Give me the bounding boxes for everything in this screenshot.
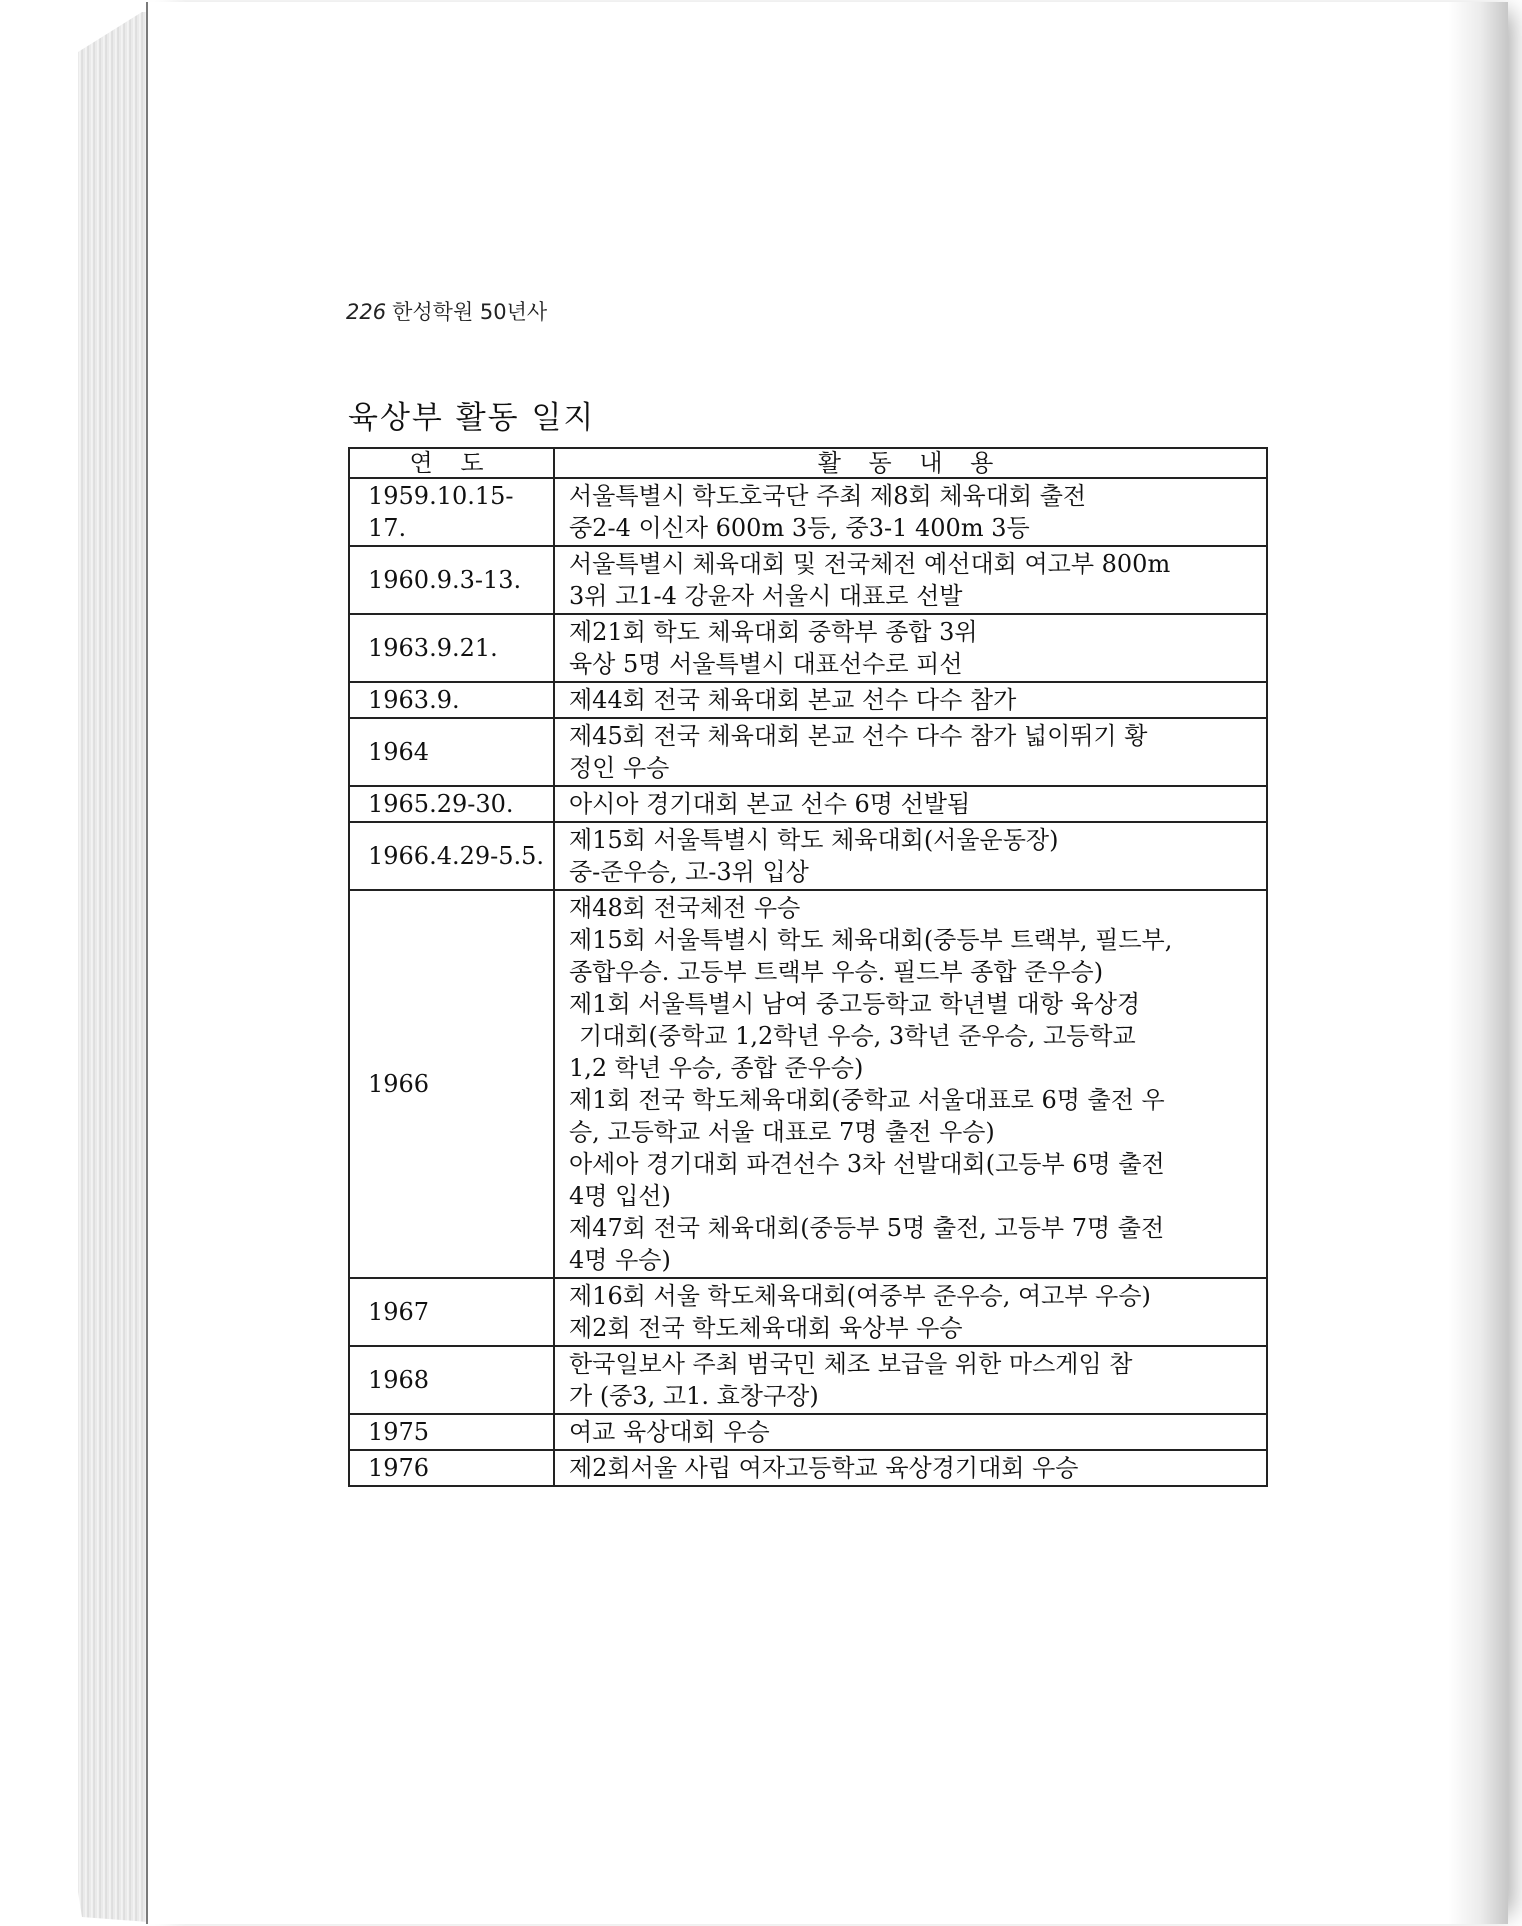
book-page: [146, 2, 1508, 1924]
activity-line: 4명 입선): [569, 1182, 671, 1210]
section-title: 육상부 활동 일지: [348, 400, 596, 436]
activity-line: 아세아 경기대회 파견선수 3차 선발대회(고등부 6명 출전: [569, 1150, 1165, 1178]
year-cell: 1975: [349, 1414, 554, 1450]
table-header-row: [349, 448, 1267, 478]
activity-line: 종합우승. 고등부 트랙부 우승. 필드부 종합 준우승): [569, 958, 1104, 986]
activity-line: 가 (중3, 고1. 효창구장): [569, 1382, 819, 1410]
activity-line: 제15회 서울특별시 학도 체육대회(중등부 트랙부, 필드부,: [569, 926, 1173, 954]
table-row: [349, 614, 1267, 682]
activity-cell: [554, 682, 1267, 718]
header-year: 연 도: [349, 448, 554, 478]
page-shadow: [1448, 2, 1508, 1924]
activity-line: 제44회 전국 체육대회 본교 선수 다수 참가: [569, 686, 1017, 714]
year-cell: 1959.10.15-17.: [349, 478, 554, 546]
activity-line: 제16회 서울 학도체육대회(여중부 준우승, 여고부 우승): [569, 1282, 1151, 1310]
activity-cell: [554, 546, 1267, 614]
activity-cell: [554, 614, 1267, 682]
year-cell: 1964: [349, 718, 554, 786]
activity-cell: [554, 1346, 1267, 1414]
activity-cell: [554, 890, 1267, 1278]
activity-line: 승, 고등학교 서울 대표로 7명 출전 우승): [569, 1118, 995, 1146]
activity-line: 3위 고1-4 강윤자 서울시 대표로 선발: [569, 582, 963, 610]
year-cell: 1963.9.21.: [349, 614, 554, 682]
activity-cell: [554, 1450, 1267, 1486]
activity-line: 제1회 전국 학도체육대회(중학교 서울대표로 6명 출전 우: [569, 1086, 1165, 1114]
running-head: [346, 296, 547, 326]
year-cell: 1966.4.29-5.5.: [349, 822, 554, 890]
activity-line: 육상 5명 서울특별시 대표선수로 피선: [569, 650, 963, 678]
table-body: [349, 478, 1267, 1486]
activity-cell: [554, 822, 1267, 890]
activity-line: 정인 우승: [569, 754, 670, 782]
activity-line: 제1회 서울특별시 남여 중고등학교 학년별 대항 육상경: [569, 990, 1141, 1018]
book-title: 한성학원 50년사: [392, 300, 548, 324]
year-cell: 1965.29-30.: [349, 786, 554, 822]
activity-line: 여교 육상대회 우승: [569, 1418, 770, 1446]
table-row: [349, 546, 1267, 614]
activity-line: 중2-4 이신자 600m 3등, 중3-1 400m 3등: [569, 514, 1030, 542]
table-row: [349, 1346, 1267, 1414]
activity-line: 중-준우승, 고-3위 입상: [569, 858, 809, 886]
activity-line: 제47회 전국 체육대회(중등부 5명 출전, 고등부 7명 출전: [569, 1214, 1165, 1242]
activity-line: 서울특별시 학도호국단 주최 제8회 체육대회 출전: [569, 482, 1087, 510]
activity-log-table: [348, 447, 1268, 1487]
year-cell: 1967: [349, 1278, 554, 1346]
activity-line: 4명 우승): [569, 1246, 671, 1274]
book-page-edges: [78, 12, 148, 1922]
table-row: [349, 822, 1267, 890]
page-number: 226: [346, 300, 387, 324]
header-activity: 활 동 내 용: [554, 448, 1267, 478]
activity-cell: [554, 718, 1267, 786]
activity-cell: [554, 1414, 1267, 1450]
activity-cell: [554, 1278, 1267, 1346]
table-row: [349, 682, 1267, 718]
activity-line: 제2회 전국 학도체육대회 육상부 우승: [569, 1314, 963, 1342]
activity-line: 한국일보사 주최 범국민 체조 보급을 위한 마스게임 참: [569, 1350, 1133, 1378]
year-cell: 1968: [349, 1346, 554, 1414]
activity-line: 서울특별시 체육대회 및 전국체전 예선대회 여고부 800m: [569, 550, 1171, 578]
year-cell: 1966: [349, 890, 554, 1278]
table-row: [349, 1450, 1267, 1486]
activity-line: 제21회 학도 체육대회 중학부 종합 3위: [569, 618, 978, 646]
table-row: [349, 890, 1267, 1278]
activity-line: 제15회 서울특별시 학도 체육대회(서울운동장): [569, 826, 1059, 854]
table-row: [349, 478, 1267, 546]
activity-line: 1,2 학년 우승, 종합 준우승): [569, 1054, 864, 1082]
table-row: [349, 1278, 1267, 1346]
year-cell: 1960.9.3-13.: [349, 546, 554, 614]
table-row: [349, 1414, 1267, 1450]
table-row: [349, 718, 1267, 786]
activity-line: 제2회서울 사립 여자고등학교 육상경기대회 우승: [569, 1454, 1079, 1482]
year-cell: 1976: [349, 1450, 554, 1486]
activity-line: 제45회 전국 체육대회 본교 선수 다수 참가 넓이뛰기 황: [569, 722, 1148, 750]
table-row: [349, 786, 1267, 822]
activity-cell: [554, 478, 1267, 546]
activity-line: 재48회 전국체전 우승: [569, 894, 801, 922]
activity-cell: [554, 786, 1267, 822]
activity-line: 아시아 경기대회 본교 선수 6명 선발됨: [569, 790, 971, 818]
year-cell: 1963.9.: [349, 682, 554, 718]
activity-line: 기대회(중학교 1,2학년 우승, 3학년 준우승, 고등학교: [579, 1022, 1136, 1050]
